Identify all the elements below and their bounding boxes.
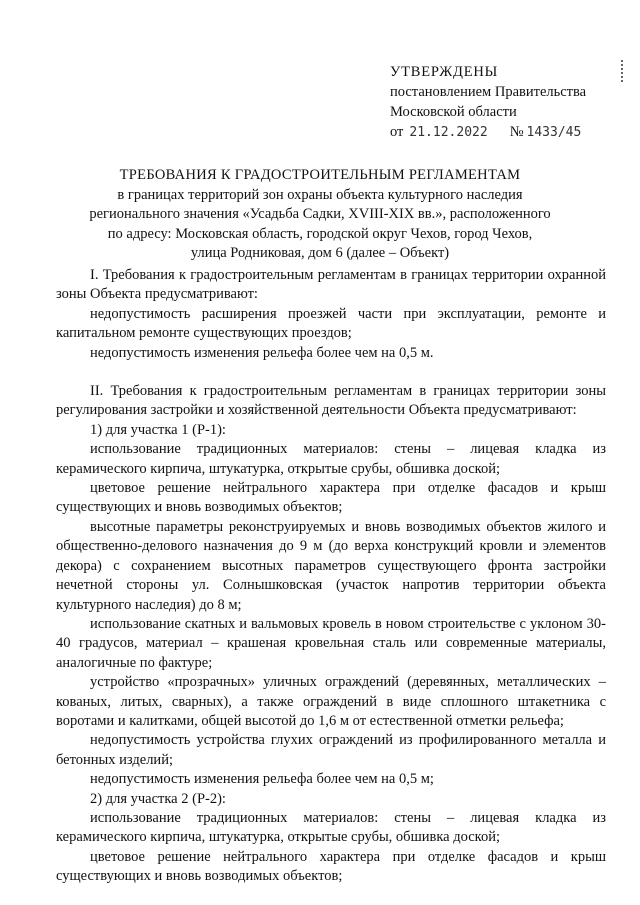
document-subtitle-line-3: по адресу: Московская область, городской округ Чехов, город Чехов, xyxy=(107,225,533,242)
approval-from-label: от xyxy=(390,124,404,140)
approval-line-1: постановлением Правительства xyxy=(390,84,587,100)
paragraph: высотные параметры реконструируемых и вновь возводимых объектов жилого и общественно-делового назначения до 9 м (до верха конструкций кровли и элементов декора) с сохранением высотных параметров существующего фронта застройки нечетной стороны ул. Солнышковская (участок напротив территории объекта культурного наследия) до 8 м; xyxy=(56,518,606,613)
paragraph: цветовое решение нейтрального характера при отделке фасадов и крыш существующих и вновь возводимых объектов; xyxy=(56,480,606,516)
document-title xyxy=(40,166,600,264)
paragraph: недопустимость устройства глухих ограждений из профилированного металла и бетонных изделий; xyxy=(56,732,606,768)
paragraph: недопустимость расширения проезжей части при эксплуатации, ремонте и капитальном ремонте существующих проездов; xyxy=(56,305,606,342)
paragraph: недопустимость изменения рельефа более чем на 0,5 м; xyxy=(90,771,434,788)
subsection-heading-r2: 2) для участка 2 (Р-2): xyxy=(90,790,226,807)
approval-block xyxy=(390,62,586,143)
paragraph: цветовое решение нейтрального характера при отделке фасадов и крыш существующих и вновь возводимых объектов; xyxy=(56,848,606,885)
paragraph: использование традиционных материалов: стены – лицевая кладка из керамического кирпича, штукатурка, открытые срубы, обшивка доской; xyxy=(56,809,606,846)
document-subtitle-line-2: регионального значения «Усадьба Садки, XVIII-XIX вв.», расположенного xyxy=(89,206,551,222)
document-body xyxy=(56,266,606,887)
approval-title: УТВЕРЖДЕНЫ xyxy=(390,64,499,80)
paragraph: использование традиционных материалов: стены – лицевая кладка из керамического кирпича, штукатурка, открытые срубы, обшивка доской; xyxy=(56,441,606,477)
scan-edge-mark xyxy=(621,60,626,82)
paragraph: использование скатных и вальмовых кровель в новом строительстве с уклоном 30-40 градусов, материал – крашеная кровельная сталь или современные материалы, аналогичные по фактуре; xyxy=(56,615,606,671)
section-2-heading: II. Требования к градостроительным регламентам в границах территории зоны регулирования застройки и хозяйственной деятельности Объекта предусматривают: xyxy=(56,383,606,419)
approval-date-number-line xyxy=(390,122,586,143)
document-title-main: ТРЕБОВАНИЯ К ГРАДОСТРОИТЕЛЬНЫМ РЕГЛАМЕНТАМ xyxy=(119,167,521,183)
subsection-heading-r1: 1) для участка 1 (Р-1): xyxy=(90,421,226,438)
approval-number: 1433/45 xyxy=(526,125,582,140)
paragraph: недопустимость изменения рельефа более чем на 0,5 м. xyxy=(90,344,434,361)
approval-number-sign: № xyxy=(509,124,524,140)
section-1-heading: I. Требования к градостроительным регламентам в границах территории охранной зоны Объекта предусматривают: xyxy=(56,267,606,303)
approval-date: 21.12.2022 xyxy=(409,125,488,140)
document-subtitle-line-1: в границах территорий зон охраны объекта культурного наследия xyxy=(117,186,523,203)
paragraph: устройство «прозрачных» уличных ограждений (деревянных, металлических – кованых, литых, сварных), а также ограждений в виде сплошного штакетника с воротами и калитками, общей высотой до 1,6 м от естественной отметки рельефа; xyxy=(56,674,606,729)
approval-line-2: Московской области xyxy=(390,104,517,120)
document-subtitle-line-4: улица Родниковая, дом 6 (далее – Объект) xyxy=(190,245,450,261)
